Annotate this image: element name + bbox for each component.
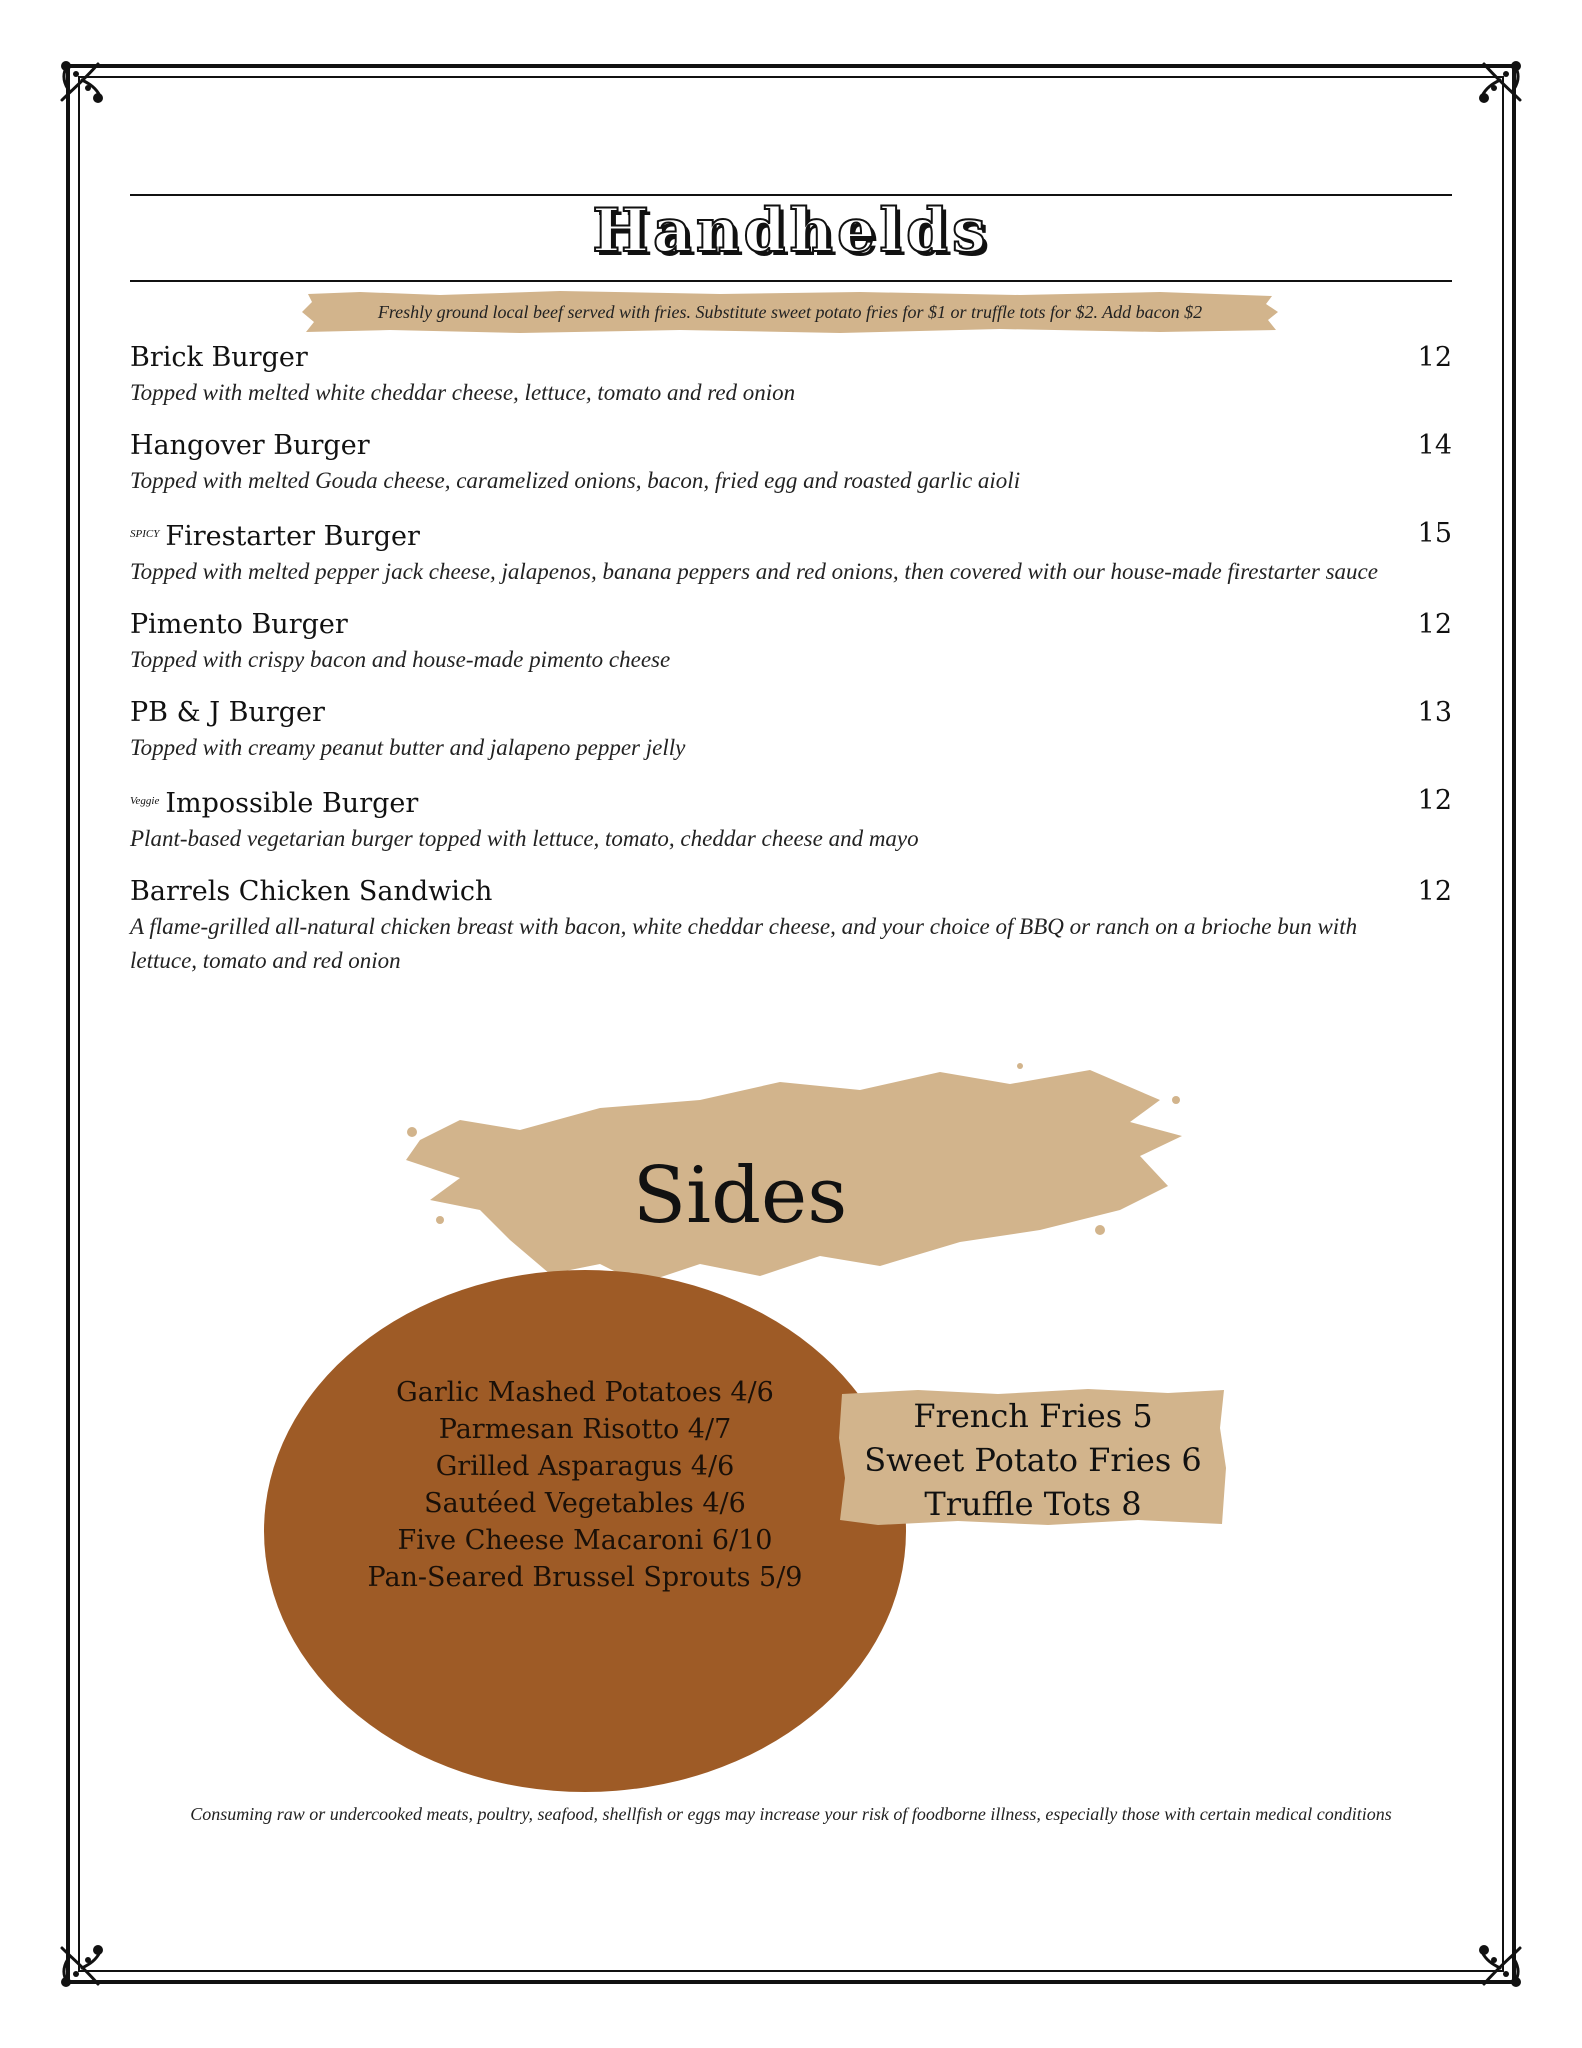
menu-item [130,428,1452,498]
sides-title: Sides [632,1151,848,1241]
item-description: A flame-grilled all-natural chicken breast with bacon, white cheddar cheese, and your choice of BBQ or ranch on a brioche bun with lettuce, tomato and red onion [130,914,1358,973]
item-name: PB & J Burger [130,697,325,728]
fries-list [838,1394,1228,1526]
menu-item [130,340,1452,410]
item-price: 12 [1417,609,1452,640]
item-price: 13 [1417,697,1452,728]
floral-corner-ornament-icon [1474,54,1530,110]
item-name: Barrels Chicken Sandwich [130,876,493,907]
item-price: 12 [1417,342,1452,373]
menu-item [130,695,1452,765]
handhelds-list [130,340,1452,996]
item-name: $^{SPICY}$ Firestarter Burger [130,521,420,552]
side-item: Sautéed Vegetables 4/6 [424,1488,746,1519]
sides-list [330,1374,840,1596]
side-item: Five Cheese Macaroni 6/10 [397,1525,773,1556]
handhelds-note: Freshly ground local beef served with fries. Substitute sweet potato fries for $1 or truffle tots for $2. Add bacon $2 [377,302,1203,322]
fries-item: Sweet Potato Fries 6 [864,1441,1202,1479]
item-description: Plant-based vegetarian burger topped with lettuce, tomato, cheddar cheese and mayo [130,826,919,851]
floral-corner-ornament-icon [1474,1938,1530,1994]
menu-item [130,783,1452,856]
item-name: Hangover Burger [130,430,370,461]
side-item: Garlic Mashed Potatoes 4/6 [396,1377,774,1408]
item-description: Topped with melted pepper jack cheese, jalapenos, banana peppers and red onions, then covered with our house-made firestarter sauce [130,559,1378,584]
spicy-badge: SPICY [130,528,160,540]
side-item: Pan-Seared Brussel Sprouts 5/9 [367,1562,803,1593]
item-name: Pimento Burger [130,609,348,640]
menu-item [130,874,1452,978]
page-title: Handhelds [592,196,990,266]
menu-item [130,607,1452,677]
item-price: 15 [1417,518,1452,549]
menu-item [130,516,1452,589]
veggie-badge: Veggie [130,795,160,807]
floral-corner-ornament-icon [52,1938,108,1994]
item-name: $^{Veggie}$ Impossible Burger [130,788,419,819]
side-item: Parmesan Risotto 4/7 [438,1414,732,1445]
title-rule-bottom [130,280,1452,282]
fries-item: Truffle Tots 8 [924,1485,1142,1523]
fries-item: French Fries 5 [913,1397,1153,1435]
item-description: Topped with crispy bacon and house-made pimento cheese [130,647,671,672]
item-description: Topped with melted Gouda cheese, caramelized onions, bacon, fried egg and roasted garlic aioli [130,468,1021,493]
item-description: Topped with creamy peanut butter and jalapeno pepper jelly [130,735,686,760]
side-item: Grilled Asparagus 4/6 [435,1451,735,1482]
item-price: 12 [1417,785,1452,816]
item-price: 14 [1417,430,1452,461]
floral-corner-ornament-icon [52,54,108,110]
item-description: Topped with melted white cheddar cheese, lettuce, tomato and red onion [130,380,796,405]
food-safety-disclaimer: Consuming raw or undercooked meats, poultry, seafood, shellfish or eggs may increase your risk of foodborne illness, especially those with certain medical conditions [190,1804,1392,1824]
item-price: 12 [1417,876,1452,907]
item-name: Brick Burger [130,342,308,373]
